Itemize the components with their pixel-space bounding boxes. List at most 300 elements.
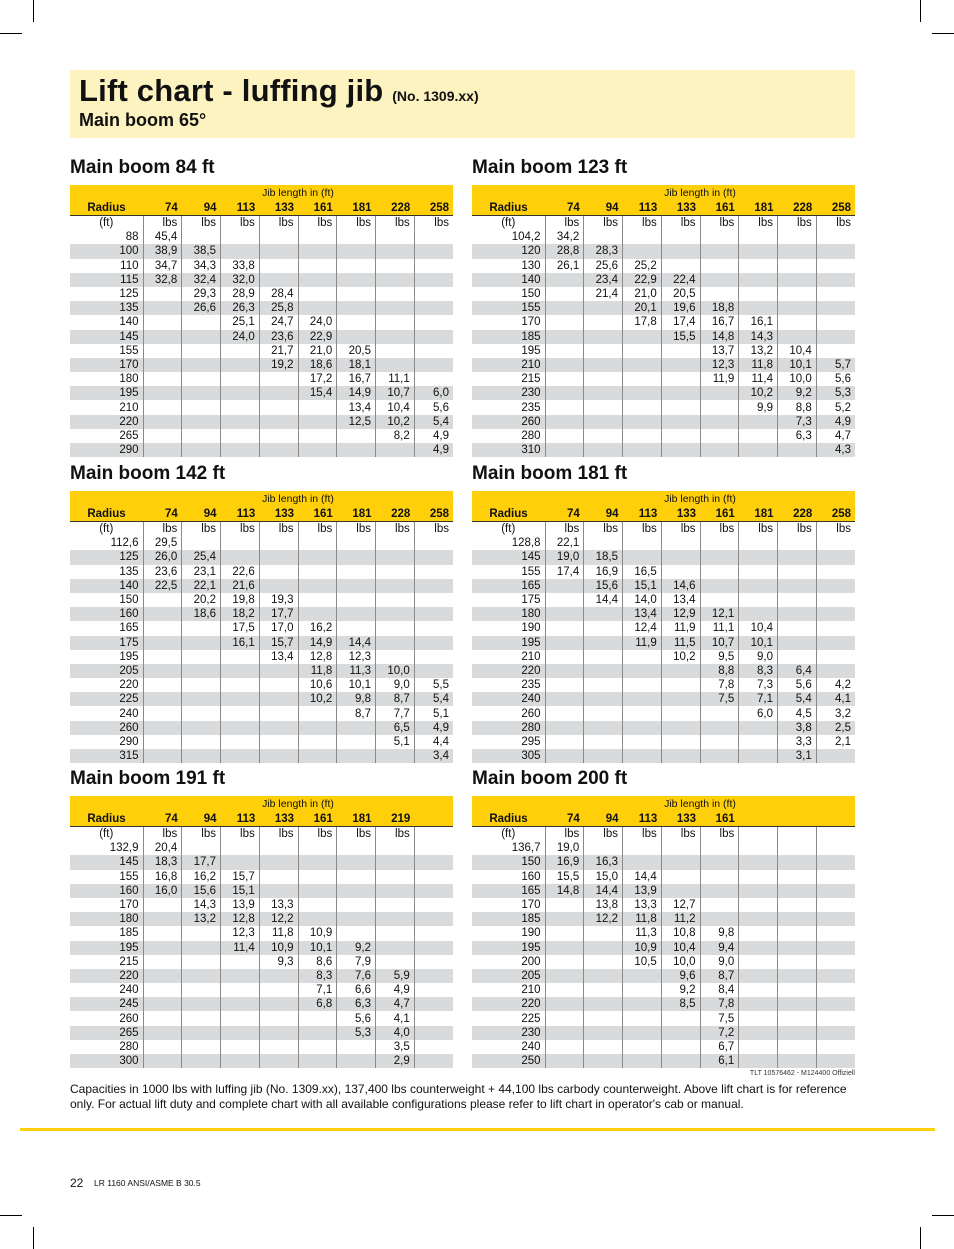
capacity-cell bbox=[298, 735, 337, 749]
reference-code: TLT 10576462 - M124400 Offiziell bbox=[749, 1070, 855, 1077]
capacity-cell bbox=[221, 692, 260, 706]
capacity-cell bbox=[778, 259, 817, 273]
capacity-cell: 22,1 bbox=[182, 579, 221, 593]
capacity-cell bbox=[623, 415, 662, 429]
capacity-cell bbox=[298, 259, 337, 273]
capacity-cell bbox=[739, 259, 778, 273]
chart-section-181 bbox=[472, 463, 855, 763]
capacity-cell: 13,9 bbox=[221, 898, 260, 912]
capacity-cell bbox=[143, 898, 182, 912]
capacity-cell: 38,5 bbox=[182, 244, 221, 258]
capacity-cell: 21,7 bbox=[259, 344, 298, 358]
capacity-cell: 21,6 bbox=[221, 579, 260, 593]
capacity-cell bbox=[739, 415, 778, 429]
capacity-cell bbox=[700, 593, 739, 607]
capacity-cell bbox=[623, 706, 662, 720]
radius-cell: 240 bbox=[521, 1040, 541, 1053]
radius-cell: 310 bbox=[472, 443, 545, 457]
capacity-cell bbox=[221, 415, 260, 429]
capacity-cell bbox=[376, 315, 415, 329]
radius-cell: 210 bbox=[521, 650, 541, 663]
capacity-cell: 10,0 bbox=[376, 664, 415, 678]
capacity-cell bbox=[182, 415, 221, 429]
capacity-cell bbox=[545, 650, 584, 664]
radius-cell: 225 bbox=[70, 692, 143, 706]
load-unit: lbs bbox=[623, 216, 662, 231]
capacity-cell: 26,3 bbox=[221, 301, 260, 315]
table-row bbox=[472, 536, 855, 550]
capacity-cell: 17,4 bbox=[661, 315, 700, 329]
capacity-cell bbox=[143, 678, 182, 692]
capacity-cell bbox=[661, 664, 700, 678]
capacity-cell: 21,0 bbox=[623, 287, 662, 301]
capacity-cell: 5,1 bbox=[376, 735, 415, 749]
capacity-cell bbox=[376, 443, 415, 457]
table-row bbox=[472, 955, 855, 969]
capacity-cell bbox=[414, 287, 453, 301]
capacity-cell bbox=[182, 621, 221, 635]
capacity-cell: 14,8 bbox=[700, 330, 739, 344]
capacity-cell bbox=[623, 536, 662, 550]
capacity-cell: 5,4 bbox=[414, 415, 453, 429]
capacity-cell bbox=[414, 244, 453, 258]
capacity-cell: 6,7 bbox=[700, 1040, 739, 1054]
capacity-cell bbox=[661, 1011, 700, 1025]
capacity-cell bbox=[623, 855, 662, 869]
capacity-cell bbox=[298, 1054, 337, 1068]
capacity-cell bbox=[376, 926, 415, 940]
capacity-cell: 9,0 bbox=[700, 955, 739, 969]
capacity-cell bbox=[545, 721, 584, 735]
capacity-cell bbox=[739, 955, 778, 969]
capacity-cell bbox=[816, 749, 855, 763]
jib-length-label: Jib length in (ft) bbox=[143, 796, 453, 811]
table-row bbox=[472, 593, 855, 607]
capacity-cell: 18,3 bbox=[143, 855, 182, 869]
capacity-cell: 10,2 bbox=[739, 386, 778, 400]
capacity-cell bbox=[739, 593, 778, 607]
capacity-cell bbox=[376, 358, 415, 372]
capacity-cell: 14,3 bbox=[182, 898, 221, 912]
capacity-cell bbox=[816, 315, 855, 329]
capacity-cell bbox=[816, 330, 855, 344]
capacity-cell bbox=[816, 870, 855, 884]
capacity-cell bbox=[376, 593, 415, 607]
capacity-cell: 3,3 bbox=[778, 735, 817, 749]
capacity-cell bbox=[700, 443, 739, 457]
capacity-cell: 7,1 bbox=[298, 983, 337, 997]
capacity-cell bbox=[182, 706, 221, 720]
capacity-cell: 28,4 bbox=[259, 287, 298, 301]
capacity-cell bbox=[376, 273, 415, 287]
radius-cell: 170 bbox=[521, 316, 541, 329]
table-row bbox=[70, 969, 453, 983]
table-row bbox=[70, 259, 453, 273]
capacity-cell bbox=[143, 664, 182, 678]
capacity-cell bbox=[298, 415, 337, 429]
radius-unit: (ft) bbox=[70, 522, 143, 537]
radius-cell: 235 bbox=[521, 401, 541, 414]
radius-cell: 260 bbox=[472, 415, 545, 429]
jib-length-column-header: 133 bbox=[661, 200, 700, 216]
jib-length-column-header: 228 bbox=[376, 200, 415, 216]
capacity-cell bbox=[259, 721, 298, 735]
capacity-cell: 22,6 bbox=[221, 565, 260, 579]
radius-cell: 280 bbox=[521, 429, 541, 442]
radius-unit: (ft) bbox=[472, 522, 545, 537]
capacity-cell bbox=[584, 664, 623, 678]
jib-length-column-header: 113 bbox=[221, 200, 260, 216]
capacity-cell bbox=[221, 230, 260, 244]
capacity-cell bbox=[259, 735, 298, 749]
capacity-cell: 4,0 bbox=[376, 1026, 415, 1040]
capacity-cell bbox=[337, 536, 376, 550]
capacity-cell bbox=[778, 1026, 817, 1040]
capacity-cell bbox=[661, 884, 700, 898]
capacity-cell bbox=[816, 650, 855, 664]
capacity-cell: 6,8 bbox=[298, 997, 337, 1011]
jib-length-column-header: 133 bbox=[259, 200, 298, 216]
capacity-cell bbox=[816, 344, 855, 358]
capacity-cell bbox=[182, 678, 221, 692]
capacity-cell: 2,1 bbox=[816, 735, 855, 749]
capacity-cell: 17,4 bbox=[545, 565, 584, 579]
capacity-cell bbox=[584, 344, 623, 358]
capacity-cell: 22,1 bbox=[545, 536, 584, 550]
table-row bbox=[472, 315, 855, 329]
capacity-cell bbox=[376, 912, 415, 926]
capacity-cell bbox=[182, 650, 221, 664]
capacity-cell bbox=[816, 912, 855, 926]
capacity-cell: 16,3 bbox=[584, 855, 623, 869]
table-row bbox=[472, 273, 855, 287]
jib-length-label: Jib length in (ft) bbox=[143, 185, 453, 200]
capacity-cell bbox=[337, 721, 376, 735]
capacity-cell bbox=[259, 855, 298, 869]
capacity-cell bbox=[623, 400, 662, 414]
capacity-cell bbox=[545, 386, 584, 400]
radius-cell: 128,8 bbox=[511, 537, 541, 550]
load-unit: lbs bbox=[661, 216, 700, 231]
table-row bbox=[70, 735, 453, 749]
table-row bbox=[472, 330, 855, 344]
capacity-cell bbox=[739, 898, 778, 912]
capacity-cell: 34,3 bbox=[182, 259, 221, 273]
table-row bbox=[70, 415, 453, 429]
capacity-cell bbox=[545, 664, 584, 678]
jib-length-column-header: 94 bbox=[584, 506, 623, 522]
capacity-cell bbox=[259, 749, 298, 763]
capacity-cell bbox=[414, 565, 453, 579]
capacity-cell: 17,2 bbox=[298, 372, 337, 386]
table-row bbox=[472, 941, 855, 955]
capacity-cell: 20,5 bbox=[661, 287, 700, 301]
capacity-cell bbox=[143, 443, 182, 457]
capacity-cell: 5,4 bbox=[778, 692, 817, 706]
capacity-cell bbox=[376, 550, 415, 564]
capacity-cell: 18,5 bbox=[584, 550, 623, 564]
footer-rule bbox=[20, 1128, 935, 1131]
capacity-cell bbox=[414, 330, 453, 344]
capacity-cell bbox=[584, 749, 623, 763]
capacity-cell bbox=[661, 1054, 700, 1068]
capacity-cell bbox=[414, 1040, 453, 1054]
capacity-cell bbox=[376, 244, 415, 258]
capacity-cell bbox=[778, 1011, 817, 1025]
capacity-cell bbox=[584, 1026, 623, 1040]
capacity-cell: 18,1 bbox=[337, 358, 376, 372]
capacity-cell: 13,3 bbox=[259, 898, 298, 912]
radius-cell: 200 bbox=[521, 955, 541, 968]
capacity-cell bbox=[259, 429, 298, 443]
capacity-cell: 19,6 bbox=[661, 301, 700, 315]
table-row bbox=[472, 855, 855, 869]
capacity-cell bbox=[143, 429, 182, 443]
capacity-cell bbox=[661, 550, 700, 564]
capacity-cell: 9,5 bbox=[700, 650, 739, 664]
section-title: Main boom 181 ft bbox=[472, 463, 628, 484]
table-row bbox=[70, 301, 453, 315]
capacity-cell bbox=[143, 706, 182, 720]
capacity-cell: 7,1 bbox=[739, 692, 778, 706]
column-header-row bbox=[472, 506, 855, 522]
capacity-cell: 6,1 bbox=[700, 1054, 739, 1068]
capacity-cell bbox=[143, 1040, 182, 1054]
capacity-cell bbox=[182, 429, 221, 443]
capacity-cell bbox=[221, 536, 260, 550]
capacity-cell bbox=[259, 244, 298, 258]
units-row bbox=[472, 827, 855, 842]
capacity-cell: 32,4 bbox=[182, 273, 221, 287]
capacity-cell: 8,6 bbox=[298, 955, 337, 969]
capacity-cell bbox=[143, 330, 182, 344]
capacity-cell bbox=[259, 372, 298, 386]
capacity-cell bbox=[182, 721, 221, 735]
capacity-cell bbox=[143, 400, 182, 414]
capacity-cell bbox=[778, 841, 817, 855]
capacity-cell bbox=[700, 273, 739, 287]
capacity-cell bbox=[661, 721, 700, 735]
capacity-cell: 13,2 bbox=[182, 912, 221, 926]
capacity-cell: 10,9 bbox=[298, 926, 337, 940]
table-row bbox=[70, 1011, 453, 1025]
table-row bbox=[472, 636, 855, 650]
capacity-cell: 10,8 bbox=[661, 926, 700, 940]
table-row bbox=[70, 621, 453, 635]
capacity-cell: 2,9 bbox=[376, 1054, 415, 1068]
capacity-cell bbox=[623, 735, 662, 749]
capacity-cell bbox=[584, 692, 623, 706]
load-unit: lbs bbox=[259, 522, 298, 537]
jib-length-column-header: 258 bbox=[816, 506, 855, 522]
capacity-cell bbox=[661, 692, 700, 706]
radius-cell: 160 bbox=[70, 607, 143, 621]
radius-cell: 165 bbox=[119, 622, 139, 635]
capacity-cell bbox=[623, 650, 662, 664]
capacity-cell: 15,1 bbox=[623, 579, 662, 593]
jib-length-column-header: 133 bbox=[259, 811, 298, 827]
capacity-cell: 13,4 bbox=[337, 400, 376, 414]
load-unit: lbs bbox=[414, 216, 453, 231]
radius-cell: 175 bbox=[521, 594, 541, 607]
capacity-cell bbox=[143, 344, 182, 358]
radius-cell: 185 bbox=[472, 330, 545, 344]
capacity-cell bbox=[182, 315, 221, 329]
capacity-cell bbox=[376, 565, 415, 579]
capacity-cell: 11,8 bbox=[739, 358, 778, 372]
jib-length-column-header: 74 bbox=[143, 200, 182, 216]
capacity-cell: 14,4 bbox=[584, 593, 623, 607]
capacity-cell: 17,7 bbox=[182, 855, 221, 869]
capacity-cell bbox=[700, 386, 739, 400]
capacity-cell: 29,3 bbox=[182, 287, 221, 301]
capacity-cell: 10,4 bbox=[739, 621, 778, 635]
radius-header: Radius bbox=[472, 200, 545, 216]
page-subtitle: Main boom 65° bbox=[79, 110, 207, 130]
capacity-cell bbox=[182, 1011, 221, 1025]
capacity-cell bbox=[739, 429, 778, 443]
capacity-cell bbox=[221, 841, 260, 855]
capacity-cell: 7,2 bbox=[700, 1026, 739, 1040]
radius-cell: 185 bbox=[119, 927, 139, 940]
capacity-cell bbox=[143, 692, 182, 706]
capacity-cell: 9,2 bbox=[661, 983, 700, 997]
capacity-cell: 9,9 bbox=[739, 400, 778, 414]
capacity-cell bbox=[739, 287, 778, 301]
radius-cell: 170 bbox=[70, 358, 143, 372]
column-header-row bbox=[70, 200, 453, 216]
capacity-cell bbox=[816, 565, 855, 579]
column-header-row bbox=[70, 506, 453, 522]
capacity-cell bbox=[739, 941, 778, 955]
capacity-cell bbox=[545, 678, 584, 692]
radius-cell: 190 bbox=[521, 927, 541, 940]
table-row bbox=[70, 1040, 453, 1054]
capacity-cell bbox=[298, 607, 337, 621]
capacity-cell bbox=[584, 358, 623, 372]
table-row bbox=[70, 273, 453, 287]
capacity-cell bbox=[143, 749, 182, 763]
radius-cell: 165 bbox=[472, 579, 545, 593]
section-title: Main boom 200 ft bbox=[472, 768, 628, 789]
capacity-cell: 10,1 bbox=[337, 678, 376, 692]
capacity-cell: 10,2 bbox=[661, 650, 700, 664]
crop-mark bbox=[932, 1215, 954, 1216]
radius-cell: 125 bbox=[119, 288, 139, 301]
capacity-cell bbox=[739, 721, 778, 735]
capacity-cell bbox=[182, 536, 221, 550]
capacity-cell: 9,8 bbox=[337, 692, 376, 706]
capacity-cell bbox=[143, 358, 182, 372]
capacity-cell bbox=[221, 721, 260, 735]
capacity-cell bbox=[739, 969, 778, 983]
radius-cell: 150 bbox=[119, 594, 139, 607]
capacity-cell bbox=[661, 372, 700, 386]
capacity-cell: 13,4 bbox=[623, 607, 662, 621]
table-row bbox=[70, 358, 453, 372]
capacity-cell: 5,6 bbox=[414, 400, 453, 414]
capacity-cell: 11,5 bbox=[661, 636, 700, 650]
radius-cell: 180 bbox=[119, 373, 139, 386]
capacity-cell bbox=[182, 344, 221, 358]
capacity-cell: 4,9 bbox=[414, 721, 453, 735]
capacity-cell: 14,3 bbox=[739, 330, 778, 344]
capacity-cell bbox=[545, 955, 584, 969]
capacity-cell bbox=[816, 884, 855, 898]
radius-cell: 150 bbox=[472, 855, 545, 869]
radius-cell: 110 bbox=[120, 259, 139, 272]
capacity-cell bbox=[414, 841, 453, 855]
radius-header: Radius bbox=[70, 200, 143, 216]
capacity-cell bbox=[700, 841, 739, 855]
capacity-cell bbox=[337, 735, 376, 749]
capacity-cell bbox=[816, 855, 855, 869]
capacity-cell bbox=[182, 941, 221, 955]
radius-cell: 140 bbox=[119, 316, 139, 329]
jib-length-column-header: 113 bbox=[623, 506, 662, 522]
capacity-cell bbox=[337, 230, 376, 244]
radius-cell: 315 bbox=[70, 749, 143, 763]
units-row bbox=[472, 216, 855, 231]
capacity-cell: 21,4 bbox=[584, 287, 623, 301]
jib-length-column-header: 161 bbox=[298, 200, 337, 216]
capacity-cell bbox=[816, 636, 855, 650]
jib-length-label: Jib length in (ft) bbox=[545, 796, 855, 811]
capacity-cell: 5,6 bbox=[816, 372, 855, 386]
capacity-cell bbox=[816, 841, 855, 855]
table-row bbox=[472, 429, 855, 443]
jib-length-column-header: 258 bbox=[414, 200, 453, 216]
capacity-cell: 25,8 bbox=[259, 301, 298, 315]
capacity-cell: 14,9 bbox=[337, 386, 376, 400]
load-unit: lbs bbox=[376, 827, 415, 842]
jib-length-column-header: 161 bbox=[298, 506, 337, 522]
capacity-cell bbox=[661, 358, 700, 372]
radius-cell: 135 bbox=[70, 301, 143, 315]
capacity-cell bbox=[337, 1054, 376, 1068]
capacity-cell bbox=[376, 749, 415, 763]
jib-length-header-row bbox=[70, 185, 453, 200]
units-row bbox=[70, 522, 453, 537]
capacity-cell: 16,2 bbox=[182, 870, 221, 884]
capacity-cell: 8,7 bbox=[337, 706, 376, 720]
capacity-cell bbox=[739, 749, 778, 763]
radius-cell: 245 bbox=[70, 997, 143, 1011]
capacity-cell: 11,9 bbox=[661, 621, 700, 635]
capacity-cell bbox=[143, 997, 182, 1011]
capacity-cell: 15,6 bbox=[182, 884, 221, 898]
jib-length-header-row bbox=[472, 491, 855, 506]
capacity-cell bbox=[221, 735, 260, 749]
load-unit: lbs bbox=[337, 522, 376, 537]
capacity-cell bbox=[298, 855, 337, 869]
capacity-cell bbox=[623, 330, 662, 344]
chart-section-191 bbox=[70, 768, 453, 1068]
radius-cell: 205 bbox=[70, 664, 143, 678]
capacity-cell: 19,3 bbox=[259, 593, 298, 607]
lift-chart-table bbox=[472, 796, 855, 1068]
capacity-cell bbox=[623, 841, 662, 855]
capacity-cell: 13,3 bbox=[623, 898, 662, 912]
table-row bbox=[70, 749, 453, 763]
capacity-cell bbox=[298, 841, 337, 855]
capacity-cell bbox=[259, 1026, 298, 1040]
radius-cell: 240 bbox=[472, 692, 545, 706]
capacity-cell: 10,2 bbox=[298, 692, 337, 706]
capacity-cell: 5,6 bbox=[337, 1011, 376, 1025]
radius-cell: 155 bbox=[119, 870, 139, 883]
capacity-cell: 18,2 bbox=[221, 607, 260, 621]
